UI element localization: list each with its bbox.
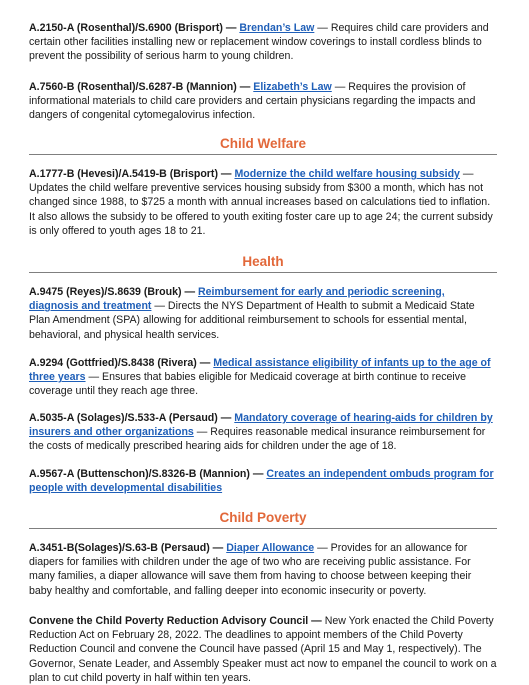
bill-link[interactable]: Modernize the child welfare housing subsidy (234, 168, 460, 180)
section-title: Child Poverty (219, 510, 307, 525)
bill-description: — Directs the NYS Department of Health to submit a Medicaid State Plan Amendment (SPA) allowing for additional reimbursement to schools for essential mental, behavioral, and physical health services. (29, 300, 475, 341)
list-item (29, 21, 497, 64)
bill-description: — Updates the child welfare preventive services housing subsidy from $300 a month, which has not changed since 1988, to $725 a month with annual increases based on calculations tied to inflation. It also allows the subsidy to be offered to youth exiting foster care up to age 24; the current subsidy is only offered to youth ages 18 to 21. (29, 168, 493, 237)
list-item (29, 356, 497, 399)
bill-number: A.1777-B (Hevesi)/A.5419-B (Brisport) — (29, 168, 232, 180)
section-divider (29, 272, 497, 273)
section-heading (29, 509, 497, 529)
list-item (29, 541, 497, 598)
bill-number: A.5035-A (Solages)/S.533-A (Persaud) — (29, 412, 232, 424)
section-divider (29, 154, 497, 155)
bill-link[interactable]: Reimbursement for early and periodic screening, diagnosis and treatment (29, 286, 445, 313)
list-item (29, 467, 497, 495)
bill-link[interactable]: Elizabeth’s Law (253, 81, 332, 93)
bill-number: A.9294 (Gottfried)/S.8438 (Rivera) — (29, 357, 211, 369)
bill-link[interactable]: Medical assistance eligibility of infants up to the age of three years (29, 357, 491, 384)
bill-description: — Requires child care providers and certain other facilities installing new or replacement window coverings to install cordless blinds to prevent the possibility of serious harm to young children. (29, 22, 489, 63)
bill-number: A.9475 (Reyes)/S.8639 (Brouk) — (29, 286, 196, 298)
list-item (29, 167, 497, 238)
section-heading (29, 135, 497, 155)
bill-number: A.9567-A (Buttenschon)/S.8326-B (Mannion) — (29, 468, 264, 480)
bill-description: — Requires the provision of informational materials to child care providers and certain physicians regarding the impacts and dangers of congenital cytomegalovirus infection. (29, 81, 476, 122)
bill-description: — Provides for an allowance for diapers for families with children under the age of two who are receiving public assistance. For many families, a diaper allowance will save them from having to choose between keeping their baby healthy and comfortable, and falling deeper into economic insecurity or poverty. (29, 542, 472, 597)
bill-number: A.7560-B (Rosenthal)/S.6287-B (Mannion) — (29, 81, 251, 93)
section-title: Child Welfare (219, 136, 307, 151)
bill-description: — Ensures that babies eligible for Medicaid coverage at birth continue to receive coverage until they reach age three. (29, 371, 466, 398)
bill-number: A.3451-B(Solages)/S.63-B (Persaud) — (29, 542, 224, 554)
bill-description: — Requires reasonable medical insurance reimbursement for the costs of medically prescribed hearing aids for children under the age of 18. (29, 426, 486, 453)
section-divider (29, 528, 497, 529)
list-item (29, 411, 497, 454)
list-item (29, 614, 497, 685)
list-item (29, 80, 497, 123)
bill-description: New York enacted the Child Poverty Reduction Act on February 28, 2022. The deadlines to appoint members of the Child Poverty Reduction Council and convene the Council have passed (April 15 and May 1, respectively). The Governor, Senate Leader, and Assembly Speaker must act now to empanel the council to work on a plan to cut child poverty in half within ten years. (29, 615, 497, 684)
bill-link[interactable]: Creates an independent ombuds program for people with developmental disabilities (29, 468, 494, 495)
section-title: Health (242, 254, 284, 269)
bill-link[interactable]: Brendan’s Law (239, 22, 315, 34)
bill-number: A.2150-A (Rosenthal)/S.6900 (Brisport) — (29, 22, 237, 34)
bill-number: Convene the Child Poverty Reduction Advisory Council — (29, 615, 322, 627)
bill-link[interactable]: Mandatory coverage of hearing-aids for children by insurers and other organizations (29, 412, 493, 439)
section-heading (29, 253, 497, 273)
bill-link[interactable]: Diaper Allowance (226, 542, 315, 554)
list-item (29, 285, 497, 342)
